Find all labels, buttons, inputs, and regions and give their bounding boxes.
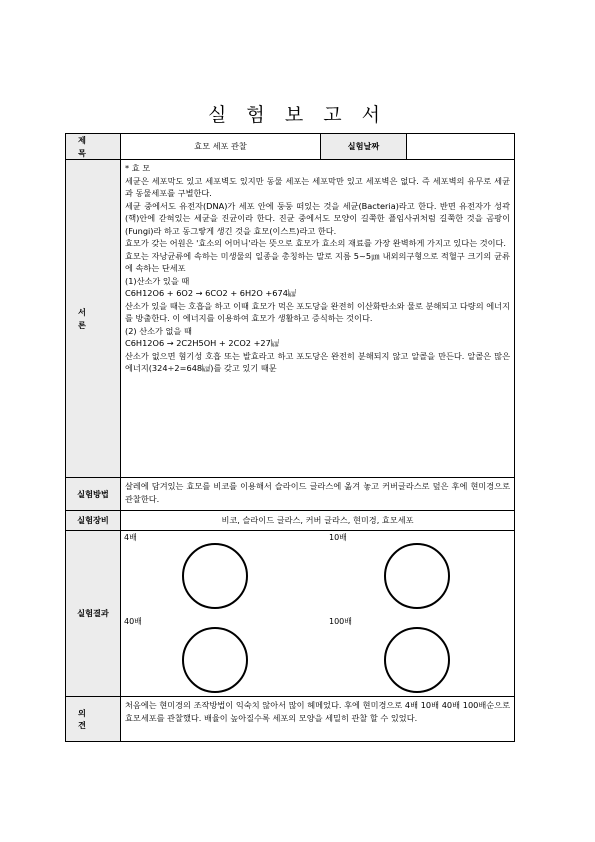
equipment-text: 비코, 슬라이드 글라스, 커버 글라스, 현미경, 효모세포 [121, 511, 515, 531]
theory-line: 세균은 세포막도 있고 세포벽도 있지만 동물 세포는 세포막만 있고 세포벽은 없다. 즉 세포벽의 유무로 세균과 동물세포를 구별한다. [125, 175, 510, 198]
method-text: 살레에 담겨있는 효모를 비코를 이용해서 슬라이드 글라스에 옮겨 놓고 커버글라스로 덮은 후에 현미경으로 관찰한다. [125, 481, 510, 504]
theory-line: 효모가 갖는 어원은 '효소의 어머니'라는 뜻으로 효모가 효소의 재료를 가장 완벽하게 가지고 있다는 것이다. [125, 238, 507, 248]
theory-line: 세균 중에서도 유전자(DNA)가 세포 안에 둥둥 떠있는 것을 세균(Bacteria)라고 한다. 반면 유전자가 성곽(핵)안에 갇혀있는 세균을 진균이라 한다. 진균 중에서도 모양이 길쭉한 플임사귀처럼 길쭉한 것을 곰팡이(Fungi)라 하고 동그랗게 생긴 것을 효모(이스트)라고 한다. [125, 200, 510, 236]
date-label: 실험날짜 [321, 134, 407, 160]
theory-row [66, 160, 515, 478]
theory-line: C6H12O6 → 2C2H5OH + 2CO2 +27㎉ [125, 338, 280, 348]
theory-line: 산소가 없으면 혐기성 호흡 또는 발효라고 하고 포도당은 완전히 분해되지 않고 알콜을 만든다. 알콜은 많은 에너지(324÷2=648㎉)를 갖고 있기 때문 [125, 350, 510, 373]
magnification-label-10x: 10배 [329, 533, 347, 542]
magnification-label-4x: 4배 [124, 533, 137, 542]
cell-image-40x [182, 627, 248, 693]
theory-line: * 효 모 [125, 163, 151, 173]
cell-image-4x [182, 543, 248, 609]
cell-image-10x [384, 543, 450, 609]
opinion-body [121, 697, 515, 742]
opinion-text: 처음에는 현미경의 조작방법이 익숙치 않아서 많이 헤메었다. 후에 현미경으로 4배 10배 40배 100배순으로 효모세포를 관찰했다. 배율이 높아질수록 세포의 모양을 세밀히 관찰 할 수 있었다. [125, 700, 510, 723]
opinion-label: 의 견 [66, 697, 121, 742]
method-label: 실험방법 [66, 478, 121, 511]
magnification-label-40x: 40배 [124, 617, 142, 626]
equipment-label: 실험장비 [66, 511, 121, 531]
subject-row [66, 134, 515, 160]
theory-body [121, 160, 515, 478]
results-grid [121, 531, 514, 696]
method-body [121, 478, 515, 511]
results-body [121, 531, 515, 697]
cell-image-100x [384, 627, 450, 693]
theory-line: (2) 산소가 없을 때 [125, 325, 192, 336]
equipment-row [66, 511, 515, 531]
theory-line: 효모는 자낭균류에 속하는 미생물의 일종을 총칭하는 말로 지름 5~5㎛ 내외의구형으로 적혈구 크기의 균류에 속하는 단세포 [125, 250, 510, 273]
opinion-row [66, 697, 515, 742]
magnification-label-100x: 100배 [329, 617, 352, 626]
report-table [65, 133, 515, 742]
theory-line: (1)산소가 있을 때 [125, 275, 190, 286]
results-row [66, 531, 515, 697]
theory-line: C6H12O6 + 6O2 → 6CO2 + 6H2O +674㎉ [125, 288, 297, 298]
date-value [407, 134, 515, 160]
report-title: 실 험 보 고 서 [208, 104, 387, 126]
subject-label: 제 목 [66, 134, 121, 160]
results-label: 실험결과 [66, 531, 121, 697]
method-row [66, 478, 515, 511]
theory-line: 산소가 있을 때는 호흡을 하고 이때 효모가 먹은 포도당을 완전히 이산화탄소와 물로 분해되고 다량의 에너지를 방출한다. 이 에너지를 이용하여 효모가 생활하고 증식하는 것이다. [125, 300, 510, 323]
theory-label: 서 론 [66, 160, 121, 478]
subject-value: 효모 세포 관찰 [121, 134, 321, 160]
